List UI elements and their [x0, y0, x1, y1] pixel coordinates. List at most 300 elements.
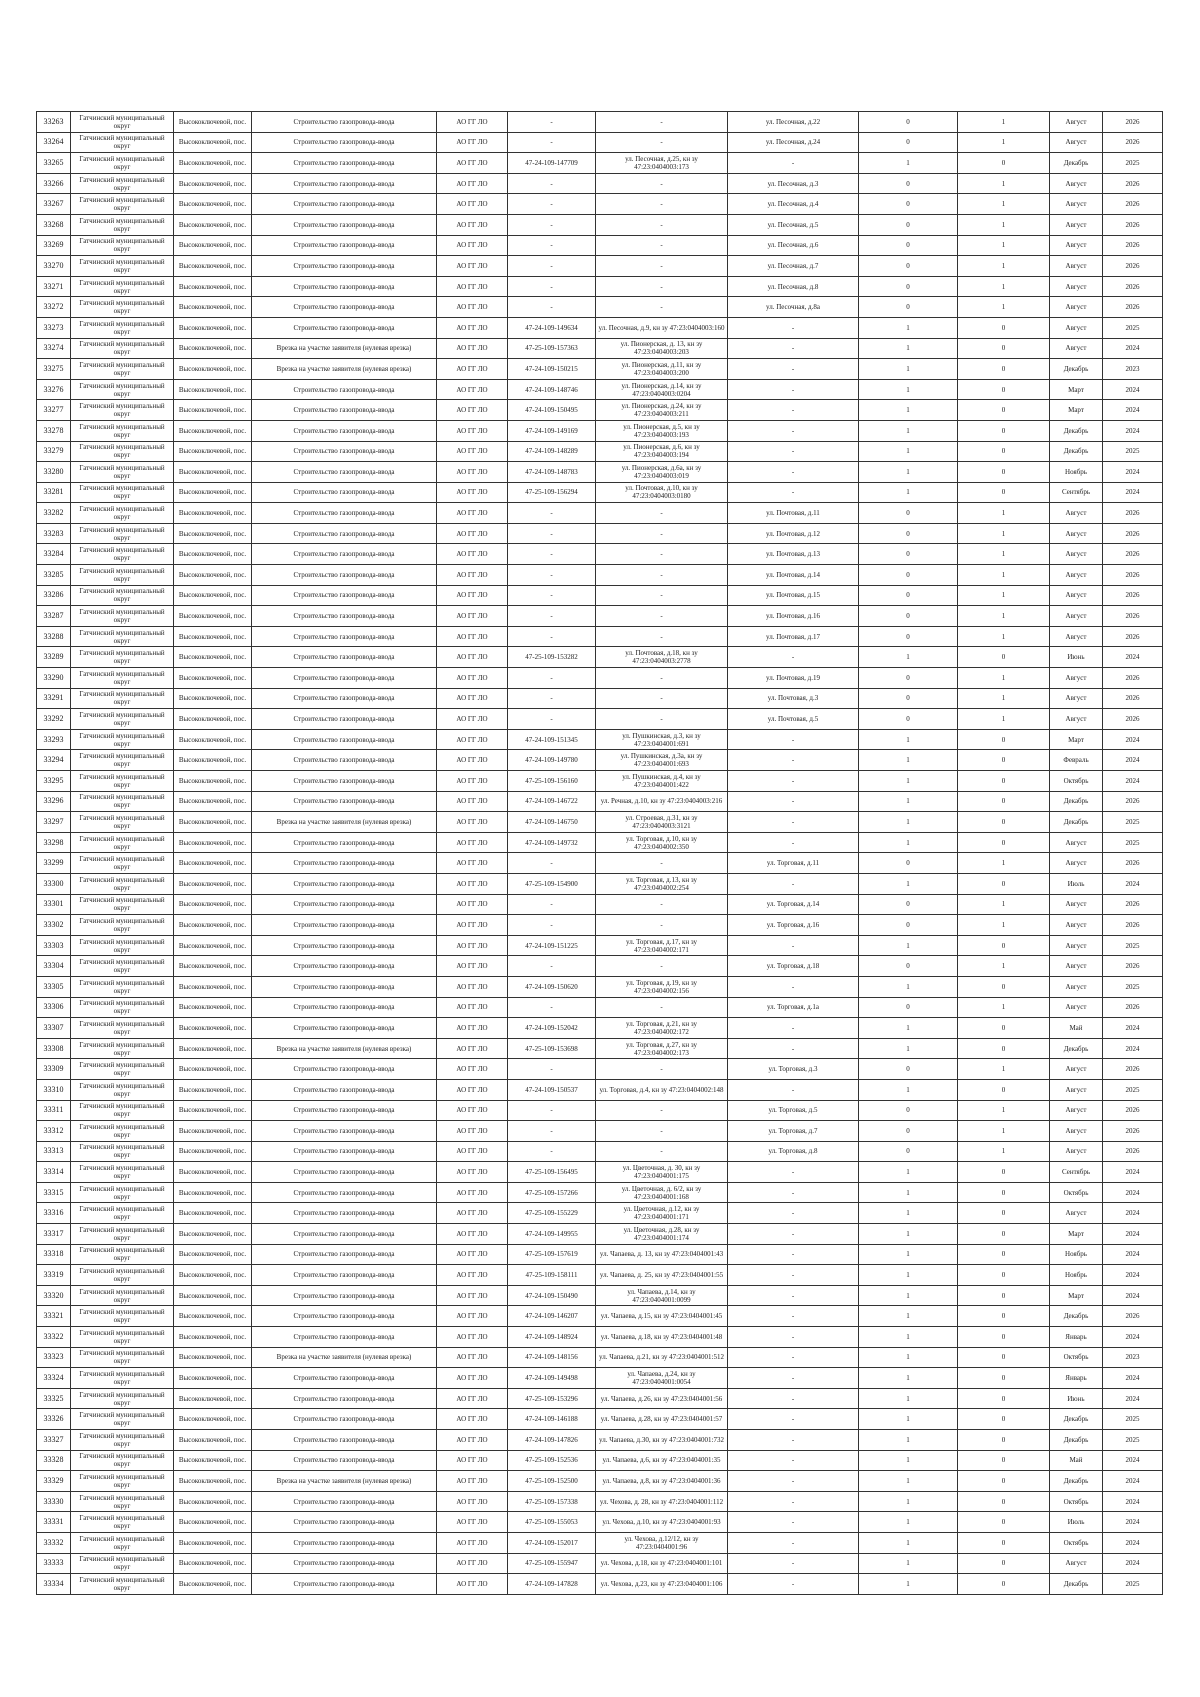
cell-no-application-count: 1 [958, 503, 1050, 524]
cell-object-address: - [728, 1327, 859, 1348]
cell-month: Февраль [1050, 750, 1103, 771]
cell-application-number: - [508, 503, 596, 524]
cell-row-number: 33326 [37, 1409, 71, 1430]
cell-connections-count: 1 [859, 1079, 958, 1100]
cell-object-address: - [728, 771, 859, 792]
cell-work-type: Строительство газопровода-ввода [252, 276, 437, 297]
cell-year: 2024 [1103, 1491, 1163, 1512]
cell-object-address: - [728, 420, 859, 441]
cell-settlement-name: Высокоключевой, пос. [174, 1388, 252, 1409]
cell-connections-count: 1 [859, 1553, 958, 1574]
cell-district-name: Гатчинский муниципальный округ [71, 771, 174, 792]
cell-connections-count: 0 [859, 688, 958, 709]
cell-object-address: ул. Песочная, д.22 [728, 112, 859, 133]
cell-work-type: Врезка на участке заявителя (нулевая врезка) [252, 812, 437, 833]
table-row [37, 1141, 1163, 1162]
cell-work-type: Строительство газопровода-ввода [252, 173, 437, 194]
cell-no-application-count: 1 [958, 668, 1050, 689]
cell-no-application-count: 0 [958, 750, 1050, 771]
cell-work-type: Строительство газопровода-ввода [252, 935, 437, 956]
cell-contractor: АО ГГ ЛО [437, 297, 508, 318]
cell-contractor: АО ГГ ЛО [437, 1285, 508, 1306]
table-row [37, 956, 1163, 977]
cell-month: Август [1050, 132, 1103, 153]
cell-no-application-count: 0 [958, 1512, 1050, 1533]
cell-district-name: Гатчинский муниципальный округ [71, 894, 174, 915]
cell-contractor: АО ГГ ЛО [437, 976, 508, 997]
cell-no-application-count: 1 [958, 709, 1050, 730]
cell-no-application-count: 1 [958, 214, 1050, 235]
cell-application-number: - [508, 956, 596, 977]
cell-work-type: Строительство газопровода-ввода [252, 1512, 437, 1533]
cell-month: Август [1050, 1553, 1103, 1574]
cell-district-name: Гатчинский муниципальный округ [71, 379, 174, 400]
cell-work-type: Строительство газопровода-ввода [252, 153, 437, 174]
cell-row-number: 33321 [37, 1306, 71, 1327]
cell-district-name: Гатчинский муниципальный округ [71, 462, 174, 483]
cell-contractor: АО ГГ ЛО [437, 832, 508, 853]
cell-no-application-count: 0 [958, 379, 1050, 400]
cell-district-name: Гатчинский муниципальный округ [71, 1244, 174, 1265]
cell-district-name: Гатчинский муниципальный округ [71, 1347, 174, 1368]
cell-row-number: 33295 [37, 771, 71, 792]
cell-application-number: - [508, 894, 596, 915]
cell-work-type: Строительство газопровода-ввода [252, 997, 437, 1018]
table-row [37, 750, 1163, 771]
cell-year: 2026 [1103, 132, 1163, 153]
cell-application-address: ул. Торговая, д.13, кн зу 47:23:0404002:254 [596, 873, 728, 894]
cell-no-application-count: 0 [958, 1409, 1050, 1430]
cell-no-application-count: 0 [958, 482, 1050, 503]
table-row [37, 235, 1163, 256]
cell-application-number: 47-24-109-151345 [508, 729, 596, 750]
cell-object-address: - [728, 1162, 859, 1183]
cell-object-address: ул. Почтовая, д.11 [728, 503, 859, 524]
cell-district-name: Гатчинский муниципальный округ [71, 153, 174, 174]
cell-no-application-count: 0 [958, 441, 1050, 462]
cell-month: Октябрь [1050, 1347, 1103, 1368]
cell-no-application-count: 0 [958, 1018, 1050, 1039]
cell-contractor: АО ГГ ЛО [437, 544, 508, 565]
cell-application-number: - [508, 1141, 596, 1162]
cell-month: Декабрь [1050, 420, 1103, 441]
cell-year: 2024 [1103, 1327, 1163, 1348]
cell-no-application-count: 1 [958, 1141, 1050, 1162]
cell-connections-count: 1 [859, 791, 958, 812]
cell-year: 2024 [1103, 873, 1163, 894]
cell-settlement-name: Высокоключевой, пос. [174, 1553, 252, 1574]
cell-work-type: Строительство газопровода-ввода [252, 1491, 437, 1512]
cell-month: Декабрь [1050, 791, 1103, 812]
cell-application-number: - [508, 853, 596, 874]
cell-month: Июль [1050, 873, 1103, 894]
cell-work-type: Строительство газопровода-ввода [252, 915, 437, 936]
document-table [36, 111, 1163, 1595]
cell-application-address: ул. Торговая, д.10, кн зу 47:23:0404002:350 [596, 832, 728, 853]
cell-month: Сентябрь [1050, 482, 1103, 503]
table-row [37, 1203, 1163, 1224]
cell-settlement-name: Высокоключевой, пос. [174, 1203, 252, 1224]
cell-application-number: 47-24-109-148289 [508, 441, 596, 462]
cell-connections-count: 1 [859, 1450, 958, 1471]
cell-settlement-name: Высокоключевой, пос. [174, 1244, 252, 1265]
cell-month: Август [1050, 297, 1103, 318]
cell-connections-count: 1 [859, 1574, 958, 1595]
cell-district-name: Гатчинский муниципальный округ [71, 1409, 174, 1430]
cell-contractor: АО ГГ ЛО [437, 997, 508, 1018]
table-row [37, 812, 1163, 833]
cell-no-application-count: 0 [958, 1265, 1050, 1286]
cell-work-type: Строительство газопровода-ввода [252, 214, 437, 235]
cell-application-address: ул. Цветочная, д.28, кн зу 47:23:0404001:174 [596, 1224, 728, 1245]
cell-contractor: АО ГГ ЛО [437, 173, 508, 194]
cell-contractor: АО ГГ ЛО [437, 523, 508, 544]
cell-work-type: Строительство газопровода-ввода [252, 194, 437, 215]
cell-application-number: 47-24-109-150537 [508, 1079, 596, 1100]
cell-connections-count: 1 [859, 359, 958, 380]
cell-settlement-name: Высокоключевой, пос. [174, 668, 252, 689]
cell-object-address: ул. Песочная, д.8 [728, 276, 859, 297]
cell-district-name: Гатчинский муниципальный округ [71, 915, 174, 936]
cell-work-type: Строительство газопровода-ввода [252, 688, 437, 709]
cell-work-type: Строительство газопровода-ввода [252, 1079, 437, 1100]
cell-contractor: АО ГГ ЛО [437, 1100, 508, 1121]
cell-month: Май [1050, 1018, 1103, 1039]
cell-year: 2024 [1103, 338, 1163, 359]
table-row [37, 606, 1163, 627]
cell-work-type: Строительство газопровода-ввода [252, 709, 437, 730]
cell-object-address: - [728, 647, 859, 668]
cell-object-address: - [728, 1553, 859, 1574]
cell-work-type: Строительство газопровода-ввода [252, 1368, 437, 1389]
cell-application-address: ул. Чапаева, д.21, кн зу 47:23:0404001:512 [596, 1347, 728, 1368]
cell-application-number: - [508, 915, 596, 936]
cell-month: Август [1050, 626, 1103, 647]
cell-no-application-count: 0 [958, 1203, 1050, 1224]
cell-connections-count: 1 [859, 1388, 958, 1409]
cell-month: Август [1050, 338, 1103, 359]
cell-application-number: 47-25-109-152500 [508, 1471, 596, 1492]
cell-no-application-count: 0 [958, 832, 1050, 853]
cell-object-address: - [728, 317, 859, 338]
cell-year: 2026 [1103, 1306, 1163, 1327]
cell-row-number: 33263 [37, 112, 71, 133]
cell-connections-count: 1 [859, 935, 958, 956]
cell-settlement-name: Высокоключевой, пос. [174, 523, 252, 544]
cell-district-name: Гатчинский муниципальный округ [71, 420, 174, 441]
cell-contractor: АО ГГ ЛО [437, 112, 508, 133]
cell-month: Декабрь [1050, 1430, 1103, 1451]
cell-work-type: Строительство газопровода-ввода [252, 482, 437, 503]
cell-month: Декабрь [1050, 1038, 1103, 1059]
cell-application-number: - [508, 626, 596, 647]
cell-application-number: 47-24-109-149780 [508, 750, 596, 771]
cell-application-number: - [508, 688, 596, 709]
cell-connections-count: 0 [859, 214, 958, 235]
table-row [37, 1038, 1163, 1059]
cell-district-name: Гатчинский муниципальный округ [71, 626, 174, 647]
cell-row-number: 33299 [37, 853, 71, 874]
cell-row-number: 33311 [37, 1100, 71, 1121]
cell-object-address: - [728, 935, 859, 956]
cell-contractor: АО ГГ ЛО [437, 132, 508, 153]
cell-district-name: Гатчинский муниципальный округ [71, 1224, 174, 1245]
cell-object-address: - [728, 400, 859, 421]
cell-month: Август [1050, 1121, 1103, 1142]
cell-district-name: Гатчинский муниципальный округ [71, 1182, 174, 1203]
cell-object-address: - [728, 1182, 859, 1203]
cell-settlement-name: Высокоключевой, пос. [174, 1347, 252, 1368]
cell-year: 2024 [1103, 1265, 1163, 1286]
cell-year: 2026 [1103, 214, 1163, 235]
cell-row-number: 33288 [37, 626, 71, 647]
cell-contractor: АО ГГ ЛО [437, 153, 508, 174]
cell-application-address: ул. Цветочная, д. 6/2, кн зу 47:23:0404001:168 [596, 1182, 728, 1203]
cell-row-number: 33302 [37, 915, 71, 936]
cell-no-application-count: 0 [958, 462, 1050, 483]
cell-work-type: Врезка на участке заявителя (нулевая врезка) [252, 1038, 437, 1059]
cell-connections-count: 0 [859, 956, 958, 977]
cell-year: 2024 [1103, 1162, 1163, 1183]
cell-settlement-name: Высокоключевой, пос. [174, 915, 252, 936]
cell-work-type: Строительство газопровода-ввода [252, 565, 437, 586]
table-row [37, 1306, 1163, 1327]
table-row [37, 729, 1163, 750]
cell-contractor: АО ГГ ЛО [437, 873, 508, 894]
cell-row-number: 33293 [37, 729, 71, 750]
cell-settlement-name: Высокоключевой, пос. [174, 1018, 252, 1039]
cell-contractor: АО ГГ ЛО [437, 1018, 508, 1039]
cell-application-address: - [596, 585, 728, 606]
cell-row-number: 33309 [37, 1059, 71, 1080]
table-row [37, 647, 1163, 668]
cell-application-number: 47-25-109-156294 [508, 482, 596, 503]
cell-connections-count: 0 [859, 173, 958, 194]
cell-year: 2026 [1103, 853, 1163, 874]
cell-row-number: 33325 [37, 1388, 71, 1409]
cell-no-application-count: 0 [958, 1388, 1050, 1409]
cell-application-number: 47-24-109-148783 [508, 462, 596, 483]
cell-work-type: Строительство газопровода-ввода [252, 606, 437, 627]
cell-application-address: ул. Чапаева, д.28, кн зу 47:23:0404001:57 [596, 1409, 728, 1430]
cell-application-number: - [508, 523, 596, 544]
cell-application-address: ул. Чапаева, д.6, кн зу 47:23:0404001:35 [596, 1450, 728, 1471]
cell-month: Сентябрь [1050, 1162, 1103, 1183]
cell-application-address: ул. Чапаева, д.8, кн зу 47:23:0404001:36 [596, 1471, 728, 1492]
cell-district-name: Гатчинский муниципальный округ [71, 853, 174, 874]
cell-district-name: Гатчинский муниципальный округ [71, 1532, 174, 1553]
cell-work-type: Строительство газопровода-ввода [252, 523, 437, 544]
cell-object-address: - [728, 359, 859, 380]
cell-work-type: Строительство газопровода-ввода [252, 317, 437, 338]
cell-work-type: Строительство газопровода-ввода [252, 1121, 437, 1142]
cell-connections-count: 1 [859, 812, 958, 833]
cell-connections-count: 1 [859, 1430, 958, 1451]
cell-contractor: АО ГГ ЛО [437, 1162, 508, 1183]
cell-object-address: - [728, 1491, 859, 1512]
table-row [37, 1430, 1163, 1451]
cell-row-number: 33297 [37, 812, 71, 833]
cell-object-address: - [728, 1347, 859, 1368]
cell-connections-count: 0 [859, 585, 958, 606]
cell-connections-count: 0 [859, 523, 958, 544]
cell-connections-count: 1 [859, 1018, 958, 1039]
cell-object-address: - [728, 1430, 859, 1451]
cell-work-type: Строительство газопровода-ввода [252, 1532, 437, 1553]
cell-month: Март [1050, 1285, 1103, 1306]
cell-connections-count: 0 [859, 606, 958, 627]
cell-application-number: - [508, 1100, 596, 1121]
cell-year: 2025 [1103, 1574, 1163, 1595]
cell-no-application-count: 0 [958, 1162, 1050, 1183]
cell-work-type: Строительство газопровода-ввода [252, 400, 437, 421]
cell-contractor: АО ГГ ЛО [437, 771, 508, 792]
cell-connections-count: 0 [859, 112, 958, 133]
cell-connections-count: 0 [859, 709, 958, 730]
cell-settlement-name: Высокоключевой, пос. [174, 565, 252, 586]
cell-application-number: 47-24-109-147826 [508, 1430, 596, 1451]
cell-row-number: 33331 [37, 1512, 71, 1533]
cell-no-application-count: 0 [958, 729, 1050, 750]
table-row [37, 1368, 1163, 1389]
cell-month: Декабрь [1050, 1471, 1103, 1492]
table-row [37, 1162, 1163, 1183]
cell-district-name: Гатчинский муниципальный округ [71, 1368, 174, 1389]
cell-connections-count: 0 [859, 626, 958, 647]
cell-contractor: АО ГГ ЛО [437, 1306, 508, 1327]
table-row [37, 585, 1163, 606]
cell-row-number: 33291 [37, 688, 71, 709]
cell-contractor: АО ГГ ЛО [437, 729, 508, 750]
cell-contractor: АО ГГ ЛО [437, 503, 508, 524]
cell-district-name: Гатчинский муниципальный округ [71, 400, 174, 421]
cell-settlement-name: Высокоключевой, пос. [174, 1079, 252, 1100]
cell-year: 2025 [1103, 1079, 1163, 1100]
table-row [37, 894, 1163, 915]
cell-application-address: - [596, 1059, 728, 1080]
cell-year: 2024 [1103, 1038, 1163, 1059]
cell-application-number: - [508, 544, 596, 565]
cell-object-address: - [728, 873, 859, 894]
table-row [37, 1491, 1163, 1512]
cell-year: 2024 [1103, 379, 1163, 400]
cell-month: Август [1050, 565, 1103, 586]
cell-work-type: Строительство газопровода-ввода [252, 771, 437, 792]
cell-work-type: Строительство газопровода-ввода [252, 1574, 437, 1595]
cell-object-address: ул. Почтовая, д.19 [728, 668, 859, 689]
cell-year: 2024 [1103, 420, 1163, 441]
cell-application-number: - [508, 1059, 596, 1080]
cell-settlement-name: Высокоключевой, пос. [174, 482, 252, 503]
cell-district-name: Гатчинский муниципальный округ [71, 1512, 174, 1533]
cell-application-address: - [596, 606, 728, 627]
cell-application-number: 47-24-109-147709 [508, 153, 596, 174]
cell-application-number: - [508, 235, 596, 256]
cell-month: Август [1050, 1203, 1103, 1224]
cell-year: 2024 [1103, 1388, 1163, 1409]
cell-contractor: АО ГГ ЛО [437, 1079, 508, 1100]
cell-object-address: - [728, 153, 859, 174]
cell-work-type: Строительство газопровода-ввода [252, 1244, 437, 1265]
cell-settlement-name: Высокоключевой, пос. [174, 626, 252, 647]
cell-row-number: 33320 [37, 1285, 71, 1306]
cell-row-number: 33316 [37, 1203, 71, 1224]
cell-application-number: - [508, 668, 596, 689]
cell-row-number: 33276 [37, 379, 71, 400]
cell-application-number: 47-24-109-148156 [508, 1347, 596, 1368]
cell-work-type: Строительство газопровода-ввода [252, 853, 437, 874]
cell-settlement-name: Высокоключевой, пос. [174, 400, 252, 421]
cell-application-address: ул. Пионерская, д.5, кн зу 47:23:0404003:193 [596, 420, 728, 441]
cell-object-address: - [728, 1285, 859, 1306]
cell-connections-count: 0 [859, 1100, 958, 1121]
cell-application-number: 47-25-109-152536 [508, 1450, 596, 1471]
table-row [37, 709, 1163, 730]
cell-connections-count: 1 [859, 1512, 958, 1533]
cell-row-number: 33287 [37, 606, 71, 627]
cell-application-number: 47-24-109-150215 [508, 359, 596, 380]
cell-application-number: 47-24-109-146188 [508, 1409, 596, 1430]
cell-application-address: - [596, 214, 728, 235]
cell-work-type: Строительство газопровода-ввода [252, 132, 437, 153]
cell-object-address: - [728, 441, 859, 462]
cell-application-number: - [508, 173, 596, 194]
cell-object-address: - [728, 976, 859, 997]
cell-settlement-name: Высокоключевой, пос. [174, 647, 252, 668]
cell-no-application-count: 0 [958, 935, 1050, 956]
cell-row-number: 33307 [37, 1018, 71, 1039]
cell-month: Ноябрь [1050, 1244, 1103, 1265]
table-row [37, 1553, 1163, 1574]
cell-no-application-count: 0 [958, 771, 1050, 792]
cell-application-address: - [596, 132, 728, 153]
cell-application-number: - [508, 709, 596, 730]
cell-connections-count: 1 [859, 771, 958, 792]
cell-application-number: 47-25-109-156495 [508, 1162, 596, 1183]
cell-settlement-name: Высокоключевой, пос. [174, 297, 252, 318]
cell-application-number: - [508, 585, 596, 606]
cell-application-address: - [596, 112, 728, 133]
cell-row-number: 33323 [37, 1347, 71, 1368]
cell-contractor: АО ГГ ЛО [437, 235, 508, 256]
cell-month: Август [1050, 112, 1103, 133]
table-row [37, 915, 1163, 936]
cell-connections-count: 0 [859, 132, 958, 153]
cell-month: Август [1050, 853, 1103, 874]
cell-application-number: 47-24-109-149955 [508, 1224, 596, 1245]
cell-application-number: 47-24-109-150495 [508, 400, 596, 421]
cell-settlement-name: Высокоключевой, пос. [174, 585, 252, 606]
cell-connections-count: 1 [859, 832, 958, 853]
cell-year: 2026 [1103, 915, 1163, 936]
cell-no-application-count: 1 [958, 565, 1050, 586]
cell-settlement-name: Высокоключевой, пос. [174, 1450, 252, 1471]
table-row [37, 359, 1163, 380]
cell-row-number: 33298 [37, 832, 71, 853]
cell-connections-count: 0 [859, 544, 958, 565]
cell-district-name: Гатчинский муниципальный округ [71, 1491, 174, 1512]
cell-year: 2025 [1103, 832, 1163, 853]
cell-district-name: Гатчинский муниципальный округ [71, 1079, 174, 1100]
cell-application-address: - [596, 1100, 728, 1121]
cell-row-number: 33308 [37, 1038, 71, 1059]
cell-connections-count: 1 [859, 441, 958, 462]
cell-no-application-count: 0 [958, 1327, 1050, 1348]
cell-month: Август [1050, 606, 1103, 627]
cell-application-address: ул. Чехова, д.12/12, кн зу 47:23:0404001:96 [596, 1532, 728, 1553]
cell-connections-count: 1 [859, 482, 958, 503]
cell-work-type: Строительство газопровода-ввода [252, 668, 437, 689]
